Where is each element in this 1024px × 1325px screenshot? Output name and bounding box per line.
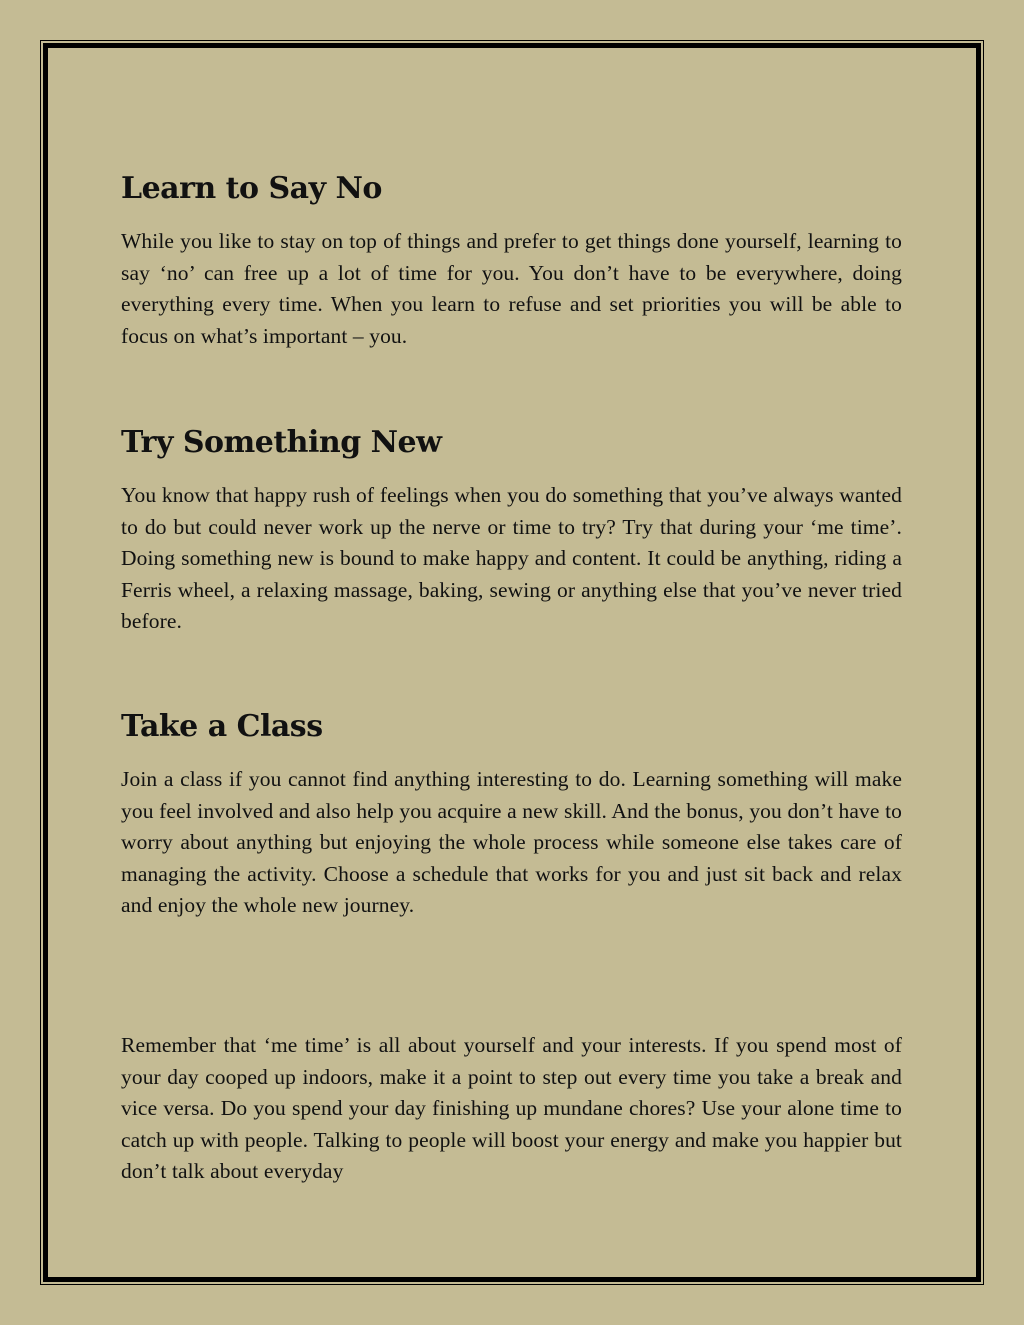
closing-paragraph: Remember that ‘me time’ is all about yourself and your interests. If you spend most of your day cooped up indoors, make it a point to step out every time you take a break and vice versa. Do you spend your day finishing up mundane chores? Use your alone time to catch up with people. Talking to people will boost your energy and make you happier but don’t talk about everyday (121, 1033, 902, 1183)
section-heading: Take a Class (121, 709, 323, 744)
section-heading: Learn to Say No (121, 171, 382, 206)
section-try-something-new (121, 420, 902, 704)
section-take-a-class (121, 704, 902, 1030)
section-learn-to-say-no (121, 166, 902, 420)
section-heading: Try Something New (121, 425, 442, 460)
section-paragraph: While you like to stay on top of things and prefer to get things done yourself, learning to say ‘no’ can free up a lot of time for you. You don’t have to be everywhere, doing everything every time. When you learn to refuse and set priorities you will be able to focus on what’s important – you. (121, 229, 902, 348)
section-paragraph: Join a class if you cannot find anything interesting to do. Learning something will make you feel involved and also help you acquire a new skill. And the bonus, you don’t have to worry about anything but enjoying the whole process while someone else takes care of managing the activity. Choose a schedule that works for you and just sit back and relax and enjoy the whole new journey. (121, 767, 902, 917)
document-content (121, 166, 902, 1188)
section-paragraph: You know that happy rush of feelings when you do something that you’ve always wanted to do but could never work up the nerve or time to try? Try that during your ‘me time’. Doing something new is bound to make happy and content. It could be anything, riding a Ferris wheel, a relaxing massage, baking, sewing or anything else that you’ve never tried before. (121, 483, 902, 633)
